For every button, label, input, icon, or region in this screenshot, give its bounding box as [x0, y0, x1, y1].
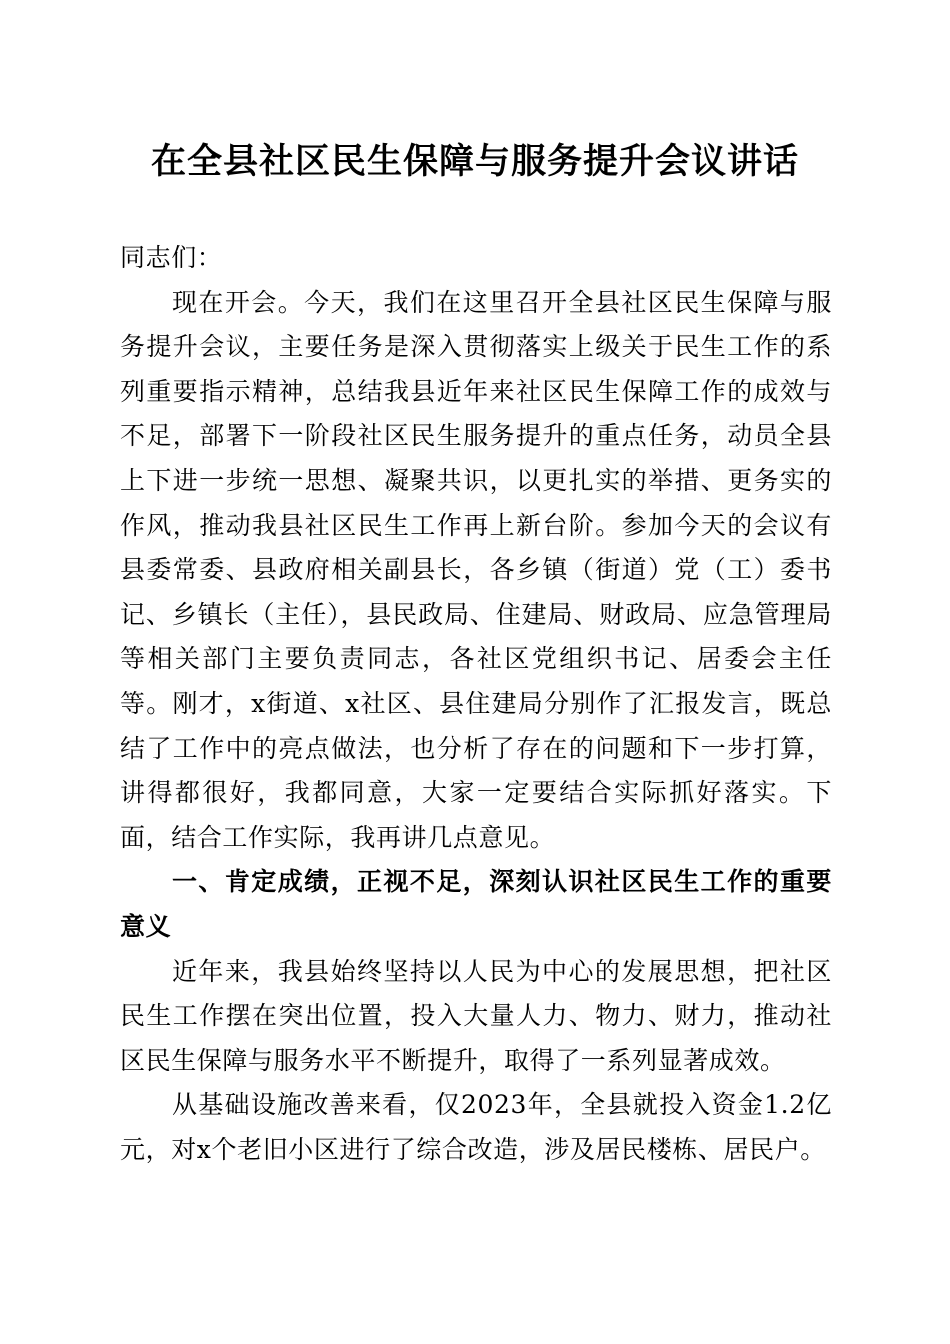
section-heading-1: 一、肯定成绩，正视不足，深刻认识社区民生工作的重要意义: [120, 867, 832, 941]
salutation: 同志们：: [120, 243, 223, 272]
document-title: 在全县社区民生保障与服务提升会议讲话: [150, 141, 799, 182]
document-body: [120, 236, 832, 1172]
paragraph-opening: 现在开会。今天，我们在这里召开全县社区民生保障与服务提升会议，主要任务是深入贯彻落实上级关于民生工作的系列重要指示精神，总结我县近年来社区民生保障工作的成效与不足，部署下一阶段社区民生服务提升的重点任务，动员全县上下进一步统一思想、凝聚共识，以更扎实的举措、更务实的作风，推动我县社区民生工作再上新台阶。参加今天的会议有县委常委、县政府相关副县长，各乡镇（街道）党（工）委书记、乡镇长（主任），县民政局、住建局、财政局、应急管理局等相关部门主要负责同志，各社区党组织书记、居委会主任等。刚才，x街道、x社区、县住建局分别作了汇报发言，既总结了工作中的亮点做法，也分析了存在的问题和下一步打算，讲得都很好，我都同意，大家一定要结合实际抓好落实。下面，结合工作实际，我再讲几点意见。: [120, 287, 832, 852]
paragraph-infrastructure: 从基础设施改善来看，仅2023年，全县就投入资金1.2亿元，对x个老旧小区进行了综合改造，涉及居民楼栋、居民户。: [120, 1090, 832, 1164]
paragraph-achievements: 近年来，我县始终坚持以人民为中心的发展思想，把社区民生工作摆在突出位置，投入大量人力、物力、财力，推动社区民生保障与服务水平不断提升，取得了一系列显著成效。: [120, 956, 832, 1075]
